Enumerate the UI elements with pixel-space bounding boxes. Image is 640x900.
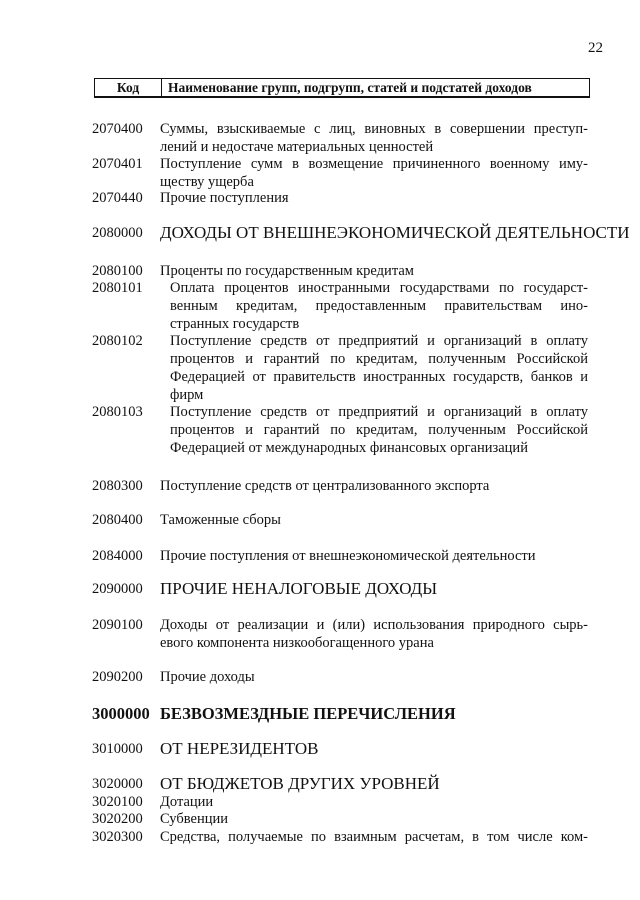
section-heading: ДОХОДЫ ОТ ВНЕШНЕЭКОНОМИЧЕСКОЙ ДЕЯТЕЛЬНОСТИ [160,223,630,242]
row-text: Прочие поступления [160,190,289,206]
row-code: 2090100 [92,617,143,633]
row-text: Суммы, взыскиваемые с лиц, виновных в совершении преступ- лений и недостаче материальных ценностей [160,121,588,155]
row-text: Оплата процентов иностранными государствами по государст- венным кредитам, предоставленным правительствам ино- странных государств [170,280,588,332]
row-text: Прочие доходы [160,669,255,685]
row-code: 3020300 [92,829,143,845]
table-header [94,78,590,98]
row-code: 2080102 [92,333,143,349]
section-heading: ПРОЧИЕ НЕНАЛОГОВЫЕ ДОХОДЫ [160,579,438,598]
row-code: 3020200 [92,811,143,827]
row-code: 2080101 [92,280,143,296]
row-code: 2080400 [92,512,143,528]
row-code: 2070440 [92,190,143,206]
header-code-column: Код [95,79,162,96]
row-text: Поступление средств от централизованного экспорта [160,478,490,494]
row-code: 3020100 [92,794,143,810]
row-code: 2090200 [92,669,143,685]
row-code: 2070401 [92,156,143,172]
row-text: Доходы от реализации и (или) использования природного сырь- евого компонента низкообогащенного урана [160,617,588,651]
section-heading: БЕЗВОЗМЕЗДНЫЕ ПЕРЕЧИСЛЕНИЯ [160,704,456,723]
row-text: Проценты по государственным кредитам [160,263,414,279]
row-code: 2070400 [92,121,143,137]
row-code: 2080103 [92,404,143,420]
row-code: 3000000 [92,704,150,723]
row-code: 3010000 [92,741,143,757]
row-text: Средства, получаемые по взаимным расчетам, в том числе ком- [160,829,588,845]
row-text: Прочие поступления от внешнеэкономической деятельности [160,548,536,564]
row-text: Субвенции [160,811,228,827]
page-number: 22 [588,40,603,56]
header-name-column: Наименование групп, подгрупп, статей и подстатей доходов [168,79,532,95]
row-code: 2080100 [92,263,143,279]
section-heading: ОТ БЮДЖЕТОВ ДРУГИХ УРОВНЕЙ [160,774,440,793]
row-code: 2080300 [92,478,143,494]
row-text: Поступление сумм в возмещение причиненного военному иму- ществу ущерба [160,156,588,190]
section-heading: ОТ НЕРЕЗИДЕНТОВ [160,739,319,758]
row-code: 2090000 [92,581,143,597]
row-text: Поступление средств от предприятий и организаций в оплату процентов и гарантий по кредитам, полученным Российской Федерацией от международных финансовых организаций [170,404,588,456]
row-text: Таможенные сборы [160,512,281,528]
row-code: 2080000 [92,225,143,241]
row-code: 2084000 [92,548,143,564]
row-text: Поступление средств от предприятий и организаций в оплату процентов и гарантий по кредитам, полученным Российской Федерацией от правительств иностранных государств, банков и фирм [170,333,588,403]
row-code: 3020000 [92,776,143,792]
row-text: Дотации [160,794,214,810]
